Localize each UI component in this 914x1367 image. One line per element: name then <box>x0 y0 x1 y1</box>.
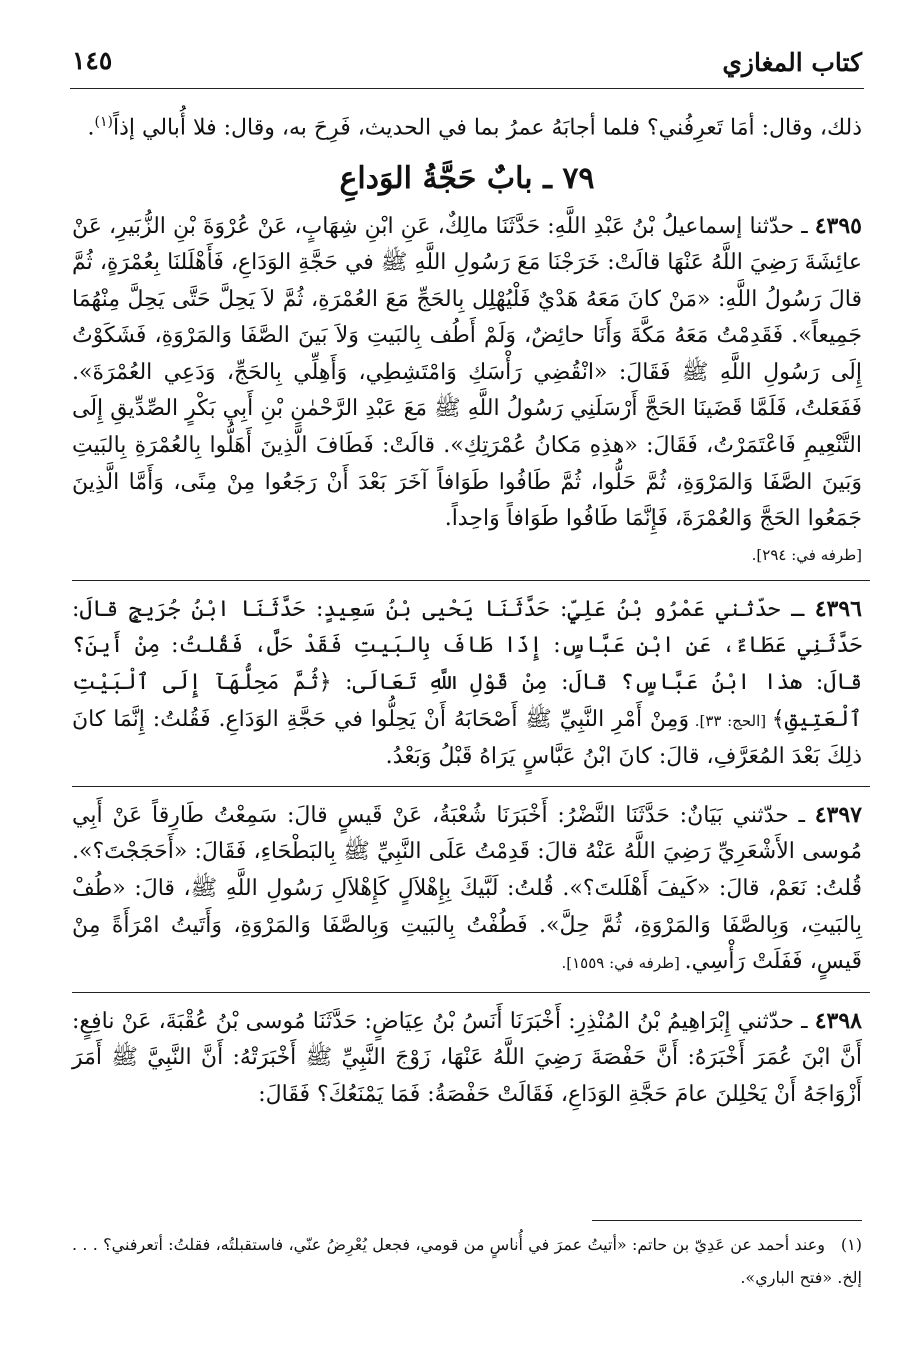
chapter-heading: ٧٩ ـ بابٌ حَجَّةُ الوَداعِ <box>339 160 595 196</box>
hadith-number: ٤٣٩٦ <box>814 595 862 622</box>
footnote-mark: (١) <box>840 1235 863 1254</box>
hadith-number: ٤٣٩٨ <box>814 1007 862 1034</box>
hadith-text-continued: وَمِنْ أَمْرِ النَّبِيِّ ﷺ أَصْحَابَهُ أَنْ يَحِلُّوا في حَجَّةِ الوَدَاعِ. فَقُلتُ: إِنَّمَا كانَ ذلِكَ بَعْدَ المُعَرَّفِ، قالَ: كانَ ابْنُ عَبَّاسٍ يَرَاهُ قَبْلُ وَبَعْدُ. <box>72 706 862 770</box>
hadith-number: ٤٣٩٥ <box>814 212 862 239</box>
hadith-text: ـ حدّثني بَيَانٌ: حَدَّثَنَا النَّضْرُ: أَخْبَرَنَا شُعْبَةُ، عَنْ قَيسٍ قالَ: سَمِعْتُ طَارِقاً عَنْ أَبِي مُوسى الأَشْعَرِيِّ رَضِيَ اللَّهُ عَنْهُ قالَ: قَدِمْتُ عَلَى النَّبِيِّ ﷺ بِالبَطْحَاءِ، فَقَالَ: «أَحَجَجْتَ؟». قُلتُ: نَعَمْ، قالَ: «كَيفَ أَهْلَلتَ؟». قُلتُ: لَبَّيكَ بِإِهْلاَلٍ كَإِهْلاَلِ رَسُولِ اللَّهِ ﷺ، قالَ: «طُفْ بِالبَيتِ، وَبِالصَّفَا وَالمَرْوَةِ، ثُمَّ حِلَّ». فَطُفْتُ بِالبَيتِ وَبِالصَّفَا وَالمَرْوَةِ، وَأَتَيتُ امْرَأَةً مِنْ قَيسٍ، فَفَلَتْ رَأْسِي. <box>72 802 862 975</box>
footnote-text: وعند أحمد عن عَدِيّ بن حاتم: «أتيتُ عمرَ في أُناسٍ من قومي، فجعل يُعْرِضُ عنّي، فاستقبلتُه، فقلتُ: أتعرفني؟ . . . إلخ. «فتح الباري». <box>72 1235 862 1287</box>
footnote-rule <box>592 1220 862 1221</box>
hadith-4395 <box>72 208 862 538</box>
hadith-text: ـ حدّثنا إسماعيلُ بْنُ عَبْدِ اللَّهِ: حَدَّثَنَا مالِكٌ، عَنِ ابْنِ شِهَابٍ، عَنْ عُرْوَةَ بْنِ الزُّبَيرِ، عَنْ عائِشَةَ رَضِيَ اللَّهُ عَنْهَا قالَتْ: خَرَجْنَا مَعَ رَسُولِ اللَّهِ ﷺ في حَجَّةِ الوَدَاعِ، فَأَهْلَلنَا بِعُمْرَةٍ، ثُمَّ قالَ رَسُولُ اللَّهِ: «مَنْ كانَ مَعَهُ هَدْيٌ فَلْيُهْلِل بِالحَجِّ مَعَ العُمْرَةِ، ثُمَّ لاَ يَحِلَّ حَتَّى يَحِلَّ مِنْهُمَا جَمِيعاً». فَقَدِمْتُ مَعَهُ مَكَّةَ وَأَنَا حائِضٌ، وَلَمْ أَطُف بِالبَيتِ وَلاَ بَينَ الصَّفَا وَالمَرْوَةِ، فَشَكَوْتُ إِلَى رَسُولِ اللَّهِ ﷺ فَقَالَ: «انْقُضِي رَأْسَكِ وَامْتَشِطِي، وَأَهِلِّي بِالحَجِّ، وَدَعِي العُمْرَةَ». فَفَعَلتُ، فَلَمَّا قَضَينَا الحَجَّ أَرْسَلَنِي رَسُولُ اللَّهِ ﷺ مَعَ عَبْدِ الرَّحْمٰنِ بْنِ أَبِي بَكْرٍ الصِّدِّيقِ إِلَى التَّنْعِيمِ فَاعْتَمَرْتُ، فَقَالَ: «هذِهِ مَكانُ عُمْرَتِكِ». قالَتْ: فَطَافَ الَّذِينَ أَهَلُّوا بِالعُمْرَةِ بِالبَيتِ وَبَينَ الصَّفَا وَالمَرْوَةِ، ثُمَّ حَلُّوا، ثُمَّ طَافُوا طَوَافاً آخَرَ بَعْدَ أَنْ رَجَعُوا مِنْ مِنًى، وَأَمَّا الَّذِينَ جَمَعُوا الحَجَّ وَالعُمْرَةَ، فَإِنَّمَا طَافُوا طَوَافاً وَاحِداً. <box>72 213 862 532</box>
cross-reference: [طرفه في: ٢٩٤]. <box>751 545 862 564</box>
quran-reference: [الحج: ٣٣]. <box>689 711 772 730</box>
hadith-separator <box>72 786 870 787</box>
footnote <box>72 1228 862 1294</box>
intro-end: . <box>87 115 95 141</box>
header-rule <box>70 88 864 89</box>
main-text <box>72 104 862 1114</box>
footnote-reference: (١) <box>94 114 113 130</box>
hadith-separator <box>72 992 870 993</box>
intro-text: ذلك، وقال: أمَا تَعرِفُني؟ فلما أجابَهُ عمرُ بما في الحديث، فَرِحَ به، وقال: فلا أُبالي إذاً <box>112 115 862 141</box>
hadith-separator <box>72 580 870 581</box>
cross-reference: [طرفه في: ١٥٥٩]. <box>561 954 685 973</box>
page-number: ١٤٥ <box>72 46 113 75</box>
hadith-text: ـ حدّثني إِبْرَاهِيمُ بْنُ المُنْذِرِ: أَخْبَرَنَا أَنَسُ بْنُ عِيَاضٍ: حَدَّثَنَا مُوسى بْنُ عُقْبَةَ، عَنْ نافِعٍ: أَنَّ ابْنَ عُمَرَ أَخْبَرَهُ: أَنَّ حَفْصَةَ رَضِيَ اللَّهُ عَنْهَا، زَوْجَ النَّبِيِّ ﷺ أَخْبَرَتْهُ: أَنَّ النَّبِيَّ ﷺ أَمَرَ أَزْوَاجَهُ أَنْ يَحْلِلنَ عامَ حَجَّةِ الوَدَاعِ، فَقَالَتْ حَفْصَةُ: فَمَا يَمْنَعُكَ؟ فَقَالَ: <box>72 1008 862 1107</box>
hadith-number: ٤٣٩٧ <box>814 801 862 828</box>
hadith-4398 <box>72 1003 862 1114</box>
running-title: كتاب المغازي <box>722 48 862 77</box>
intro-paragraph <box>72 104 862 147</box>
page-header <box>72 42 862 86</box>
hadith-4396 <box>72 591 862 776</box>
hadith-text: ـ حدّثني عَمْرُو بْنُ عَلِيٍّ: حَدَّثَنَا يَحْيى بْنُ سَعِيدٍ: حَدَّثَنَا ابْنُ جُرَيجٍ قالَ: حَدَّثَنِي عَطَاءٌ، عَنِ ابْنِ عَبَّاسٍ: إِذَا طَافَ بِالبَيتِ فَقَدْ حَلَّ، فَقُلتُ: مِنْ أَينَ؟ قالَ: هذا ابْنُ عَبَّاسٍ؟ قالَ: مِنْ قَوْلِ اللَّهِ تَعَالَى: ﴿ثُمَّ مَحِلُّهَآ إِلَى ٱلْبَيْتِ ٱلْعَتِيقِ﴾ <box>72 596 862 732</box>
hadith-4397 <box>72 797 862 982</box>
